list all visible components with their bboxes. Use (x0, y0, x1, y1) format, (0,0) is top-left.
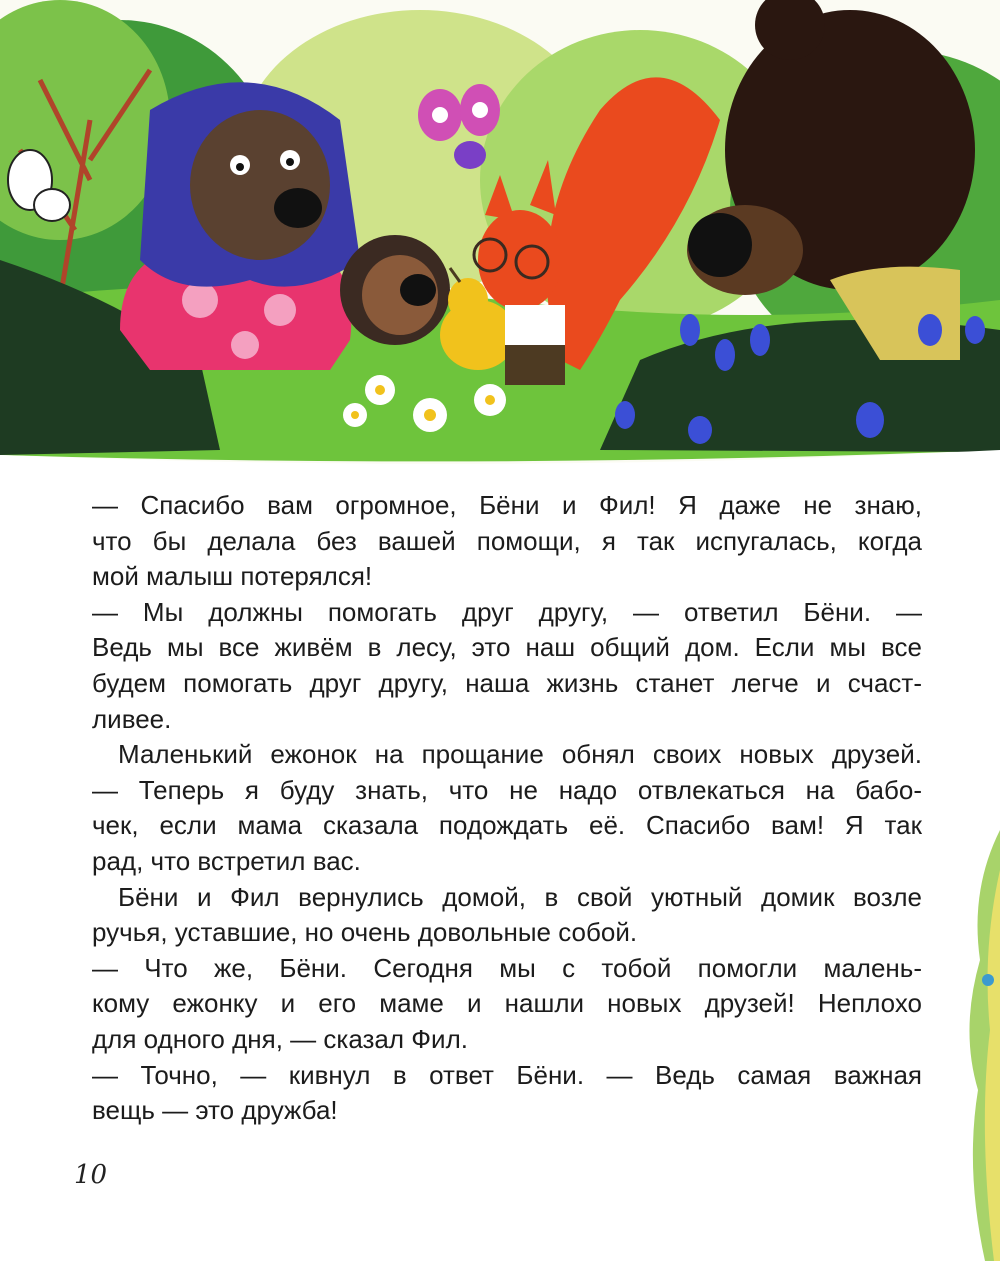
text-line: ливее. (92, 703, 172, 734)
text-line: рад, что встретил вас. (92, 845, 361, 876)
text-line: Ведь мы все живём в лесу, это наш общий дом. Если мы все (92, 632, 922, 663)
text-line: кому ежонку и его маме и нашли новых друзей! Неплохо (92, 988, 922, 1019)
text-line: мой малыш потерялся! (92, 561, 373, 592)
text-line: будем помогать друг другу, наша жизнь станет легче и счаст- (92, 667, 922, 698)
mother-hedgehog (120, 82, 360, 370)
text-line: Бёни и Фил вернулись домой, в свой уютный домик возле (118, 881, 922, 912)
side-foliage-decoration (960, 830, 1000, 1261)
text-line: — Что же, Бёни. Сегодня мы с тобой помогли малень- (92, 952, 922, 983)
text-line: — Спасибо вам огромное, Бёни и Фил! Я даже не знаю, (92, 490, 922, 520)
page-number: 10 (74, 1160, 108, 1190)
text-line: Маленький ежонок на прощание обнял своих новых друзей. (118, 739, 922, 770)
text-line: чек, если мама сказала подождать её. Спасибо вам! Я так (92, 810, 922, 841)
story-illustration (0, 0, 1000, 470)
text-line: что бы делала без вашей помощи, я так испугалась, когда (92, 525, 922, 556)
baby-hedgehog (340, 235, 450, 345)
text-line: вещь — это дружба! (92, 1095, 338, 1126)
text-line: — Теперь я буду знать, что не надо отвлекаться на бабо- (92, 774, 922, 805)
story-text (92, 488, 922, 1129)
text-line: — Мы должны помогать друг другу, — ответил Бёни. — (92, 596, 922, 627)
text-line: ручья, уставшие, но очень довольные собой. (92, 917, 638, 948)
text-line: — Точно, — кивнул в ответ Бёни. — Ведь самая важная (92, 1059, 922, 1090)
text-line: для одного дня, — сказал Фил. (92, 1023, 468, 1054)
